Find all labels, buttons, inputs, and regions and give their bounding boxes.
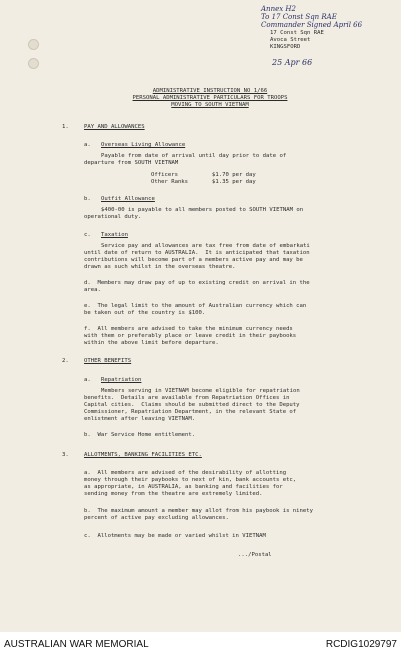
- body-text: Members serving in VIETNAM become eligible for repatriation: [101, 388, 300, 394]
- section-number: 1.: [62, 124, 69, 130]
- handwritten-annex-note: Commander Signed April 66: [261, 21, 363, 29]
- subsection-heading: Overseas Living Allowance: [101, 142, 186, 148]
- rate-value: $1.35 per day: [212, 179, 256, 185]
- body-text: Capital cities. Claims should be submitted direct to the Deputy: [84, 402, 300, 408]
- instruction-subtitle: PERSONAL ADMINISTRATIVE PARTICULARS FOR TROOPS: [132, 95, 288, 101]
- continuation-note: .../Postal: [238, 552, 272, 558]
- body-text: as appropriate, in AUSTRALIA, as banking and facilities for: [84, 484, 283, 490]
- rate-label: Officers: [151, 172, 178, 178]
- body-text: money through their paybooks to next of kin, bank accounts etc,: [84, 477, 297, 483]
- section-heading: ALLOTMENTS, BANKING FACILITIES ETC.: [84, 452, 202, 458]
- body-text: b. The maximum amount a member may allot from his paybook is ninety: [84, 508, 314, 514]
- archive-footer: [0, 632, 401, 654]
- subsection-label: c.: [84, 232, 91, 238]
- subsection-heading: Repatriation: [101, 377, 142, 383]
- body-text: e. The legal limit to the amount of Australian currency which can: [84, 303, 307, 309]
- body-text: contributions will become part of a members active pay and may be: [84, 257, 303, 263]
- handwritten-date: 25 Apr 66: [272, 58, 313, 67]
- body-text: within the above limit before departure.: [84, 340, 219, 346]
- section-number: 3.: [62, 452, 69, 458]
- punch-hole: [28, 58, 39, 69]
- body-text: enlistment after leaving VIETNAM.: [84, 416, 196, 422]
- body-text: sending money from the theatre are extremely limited.: [84, 491, 263, 497]
- subsection-label: a.: [84, 377, 91, 383]
- body-text: a. All members are advised of the desirability of allotting: [84, 470, 287, 476]
- body-text: drawn as such whilst in the overseas theatre.: [84, 264, 236, 270]
- body-text: b. War Service Home entitlement.: [84, 432, 196, 438]
- address-line: 17 Const Sqn RAE: [270, 30, 324, 36]
- instruction-subtitle: MOVING TO SOUTH VIETNAM: [171, 102, 249, 108]
- body-text: operational duty.: [84, 214, 142, 220]
- body-text: with them or preferably place or leave credit in their paybooks: [84, 333, 297, 339]
- body-text: d. Members may draw pay of up to existing credit on arrival in the: [84, 280, 310, 286]
- handwritten-annex-note: To 17 Const Sqn RAE: [261, 13, 337, 21]
- instruction-title: ADMINISTRATIVE INSTRUCTION NO 1/66: [152, 88, 268, 94]
- address-line: Avoca Street: [270, 37, 311, 43]
- body-text: departure from SOUTH VIETNAM: [84, 160, 179, 166]
- body-text: percent of active pay excluding allowances.: [84, 515, 229, 521]
- address-line: KINGSFORD: [270, 44, 301, 50]
- body-text: $400-00 is payable to all members posted to SOUTH VIETNAM on: [101, 207, 304, 213]
- body-text: Payable from date of arrival until day prior to date of: [101, 153, 287, 159]
- body-text: be taken out of the country is $100.: [84, 310, 206, 316]
- section-heading: OTHER BENEFITS: [84, 358, 132, 364]
- rate-value: $1.70 per day: [212, 172, 256, 178]
- rate-label: Other Ranks: [151, 179, 189, 185]
- section-heading: PAY AND ALLOWANCES: [84, 124, 145, 130]
- body-text: Commissioner, Repatriation Department, in the relevant State of: [84, 409, 297, 415]
- subsection-label: b.: [84, 196, 91, 202]
- body-text: until date of return to AUSTRALIA. It is anticipated that taxation: [84, 250, 310, 256]
- section-number: 2.: [62, 358, 69, 364]
- body-text: area.: [84, 287, 101, 293]
- subsection-heading: Taxation: [101, 232, 128, 238]
- subsection-heading: Outfit Allowance: [101, 196, 155, 202]
- body-text: Service pay and allowances are tax free from date of embarkati: [101, 243, 310, 249]
- body-text: benefits. Details are available from Repatriation Offices in: [84, 395, 290, 401]
- body-text: c. Allotments may be made or varied whilst in VIETNAM: [84, 533, 266, 539]
- handwritten-annex-note: Annex H2: [261, 5, 296, 13]
- archive-name: AUSTRALIAN WAR MEMORIAL: [4, 639, 149, 650]
- subsection-label: a.: [84, 142, 91, 148]
- body-text: f. All members are advised to take the minimum currency needs: [84, 326, 293, 332]
- punch-hole: [28, 39, 39, 50]
- record-id: RCDIG1029797: [325, 639, 397, 650]
